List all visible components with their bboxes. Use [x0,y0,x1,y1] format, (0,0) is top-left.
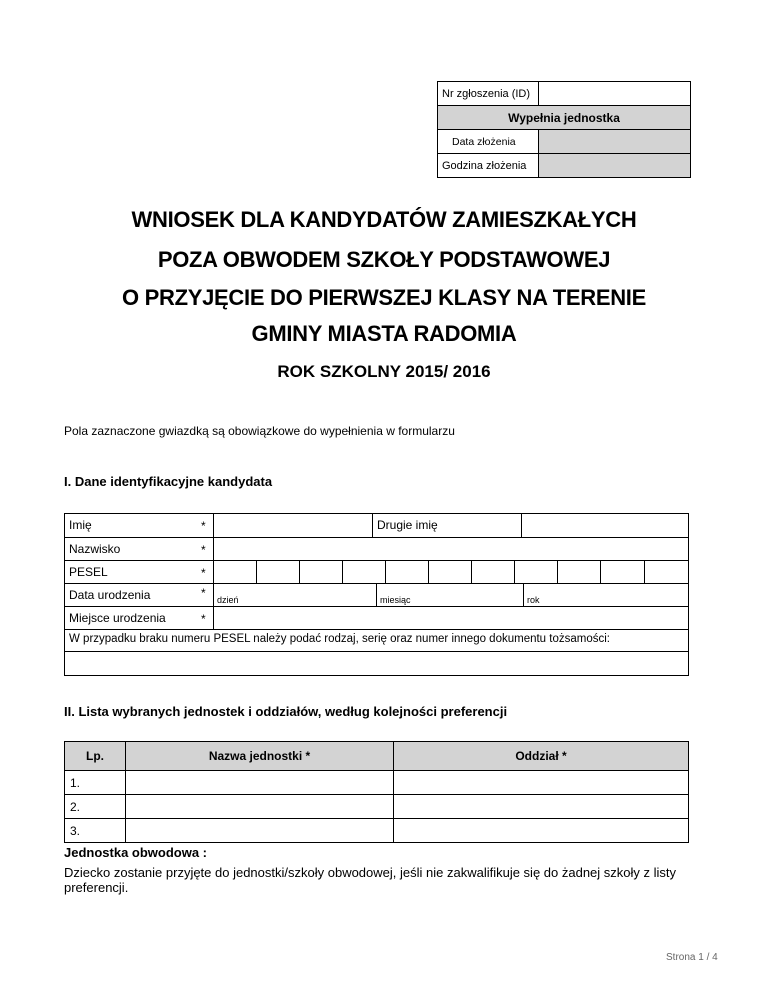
day-caption: dzień [217,595,239,605]
id-input[interactable] [539,82,691,106]
surname-label-cell [64,537,214,561]
birth-date-label: Data urodzenia [69,588,151,602]
pesel-digit-input[interactable] [385,560,429,584]
section-2-heading: II. Lista wybranych jednostek i oddziałów, według kolejności preferencji [64,704,508,719]
section-1-heading: I. Dane identyfikacyjne kandydata [64,474,273,489]
year-caption: rok [527,595,540,605]
title-line-1: WNIOSEK DLA KANDYDATÓW ZAMIESZKAŁYCH [131,207,637,232]
pesel-digit-input[interactable] [256,560,300,584]
no-pesel-note-cell [64,629,689,652]
school-year: ROK SZKOLNY 2015/ 2016 [277,362,491,381]
unit-name-input[interactable] [126,771,394,795]
table-row [65,795,689,819]
row-number: 3. [65,819,126,843]
birth-place-label: Miejsce urodzenia [69,611,166,625]
page-number: Strona 1 / 4 [666,952,718,963]
district-heading: Jednostka obwodowa : [64,845,208,860]
surname-input[interactable] [213,537,689,561]
required-star: * [201,543,206,557]
pesel-digit-input[interactable] [514,560,558,584]
birth-month-input[interactable] [376,583,524,607]
title-line-4: GMINY MIASTA RADOMIA [251,321,517,346]
birth-year-input[interactable] [523,583,689,607]
department-input[interactable] [394,795,689,819]
pesel-label: PESEL [69,565,108,579]
preference-table [64,741,689,843]
first-name-input[interactable] [213,513,373,538]
row-number: 2. [65,795,126,819]
surname-label: Nazwisko [69,542,121,556]
required-star: * [201,566,206,580]
pesel-label-cell [64,560,214,584]
birth-place-label-cell [64,606,214,630]
required-star: * [201,612,206,626]
column-header-department: Oddział * [394,742,689,771]
date-field [539,130,691,154]
birth-place-input[interactable] [213,606,689,630]
second-name-input[interactable] [521,513,689,538]
district-text: Dziecko zostanie przyjęte do jednostki/szkoły obwodowej, jeśli nie zakwalifikuje się do żadnej szkoły z listy preferencji. [64,865,677,895]
first-name-label: Imię [69,518,92,532]
pesel-digit-input[interactable] [644,560,689,584]
no-pesel-note: W przypadku braku numeru PESEL należy podać rodzaj, serię oraz numer innego dokumentu tożsamości: [69,633,610,645]
unit-name-input[interactable] [126,795,394,819]
column-header-unit-name: Nazwa jednostki * [126,742,394,771]
second-name-label: Drugie imię [377,518,438,532]
birth-date-label-cell [64,583,214,607]
birth-day-input[interactable] [213,583,377,607]
pesel-digit-input[interactable] [600,560,645,584]
time-field [539,154,691,178]
required-star: * [201,519,206,533]
submission-info-box [437,81,691,178]
office-use-header: Wypełnia jednostka [438,106,691,130]
pesel-digit-input[interactable] [428,560,472,584]
pesel-digit-input[interactable] [471,560,515,584]
row-number: 1. [65,771,126,795]
table-row [65,819,689,843]
title-line-3: O PRZYJĘCIE DO PIERWSZEJ KLASY NA TERENIE [122,285,646,310]
column-header-lp: Lp. [65,742,126,771]
date-label: Data złożenia [438,130,539,154]
department-input[interactable] [394,819,689,843]
required-star: * [201,586,206,600]
month-caption: miesiąc [380,595,411,605]
table-row [65,771,689,795]
department-input[interactable] [394,771,689,795]
first-name-label-cell [64,513,214,538]
time-label: Godzina złożenia [438,154,539,178]
pesel-digit-input[interactable] [557,560,601,584]
title-line-2: POZA OBWODEM SZKOŁY PODSTAWOWEJ [157,247,611,272]
pesel-digit-input[interactable] [213,560,257,584]
unit-name-input[interactable] [126,819,394,843]
second-name-label-cell [372,513,522,538]
pesel-digit-input[interactable] [299,560,343,584]
pesel-digit-input[interactable] [342,560,386,584]
id-label: Nr zgłoszenia (ID) [438,82,539,106]
required-note: Pola zaznaczone gwiazdką są obowiązkowe do wypełnienia w formularzu [64,424,455,438]
identity-document-input[interactable] [64,651,689,676]
